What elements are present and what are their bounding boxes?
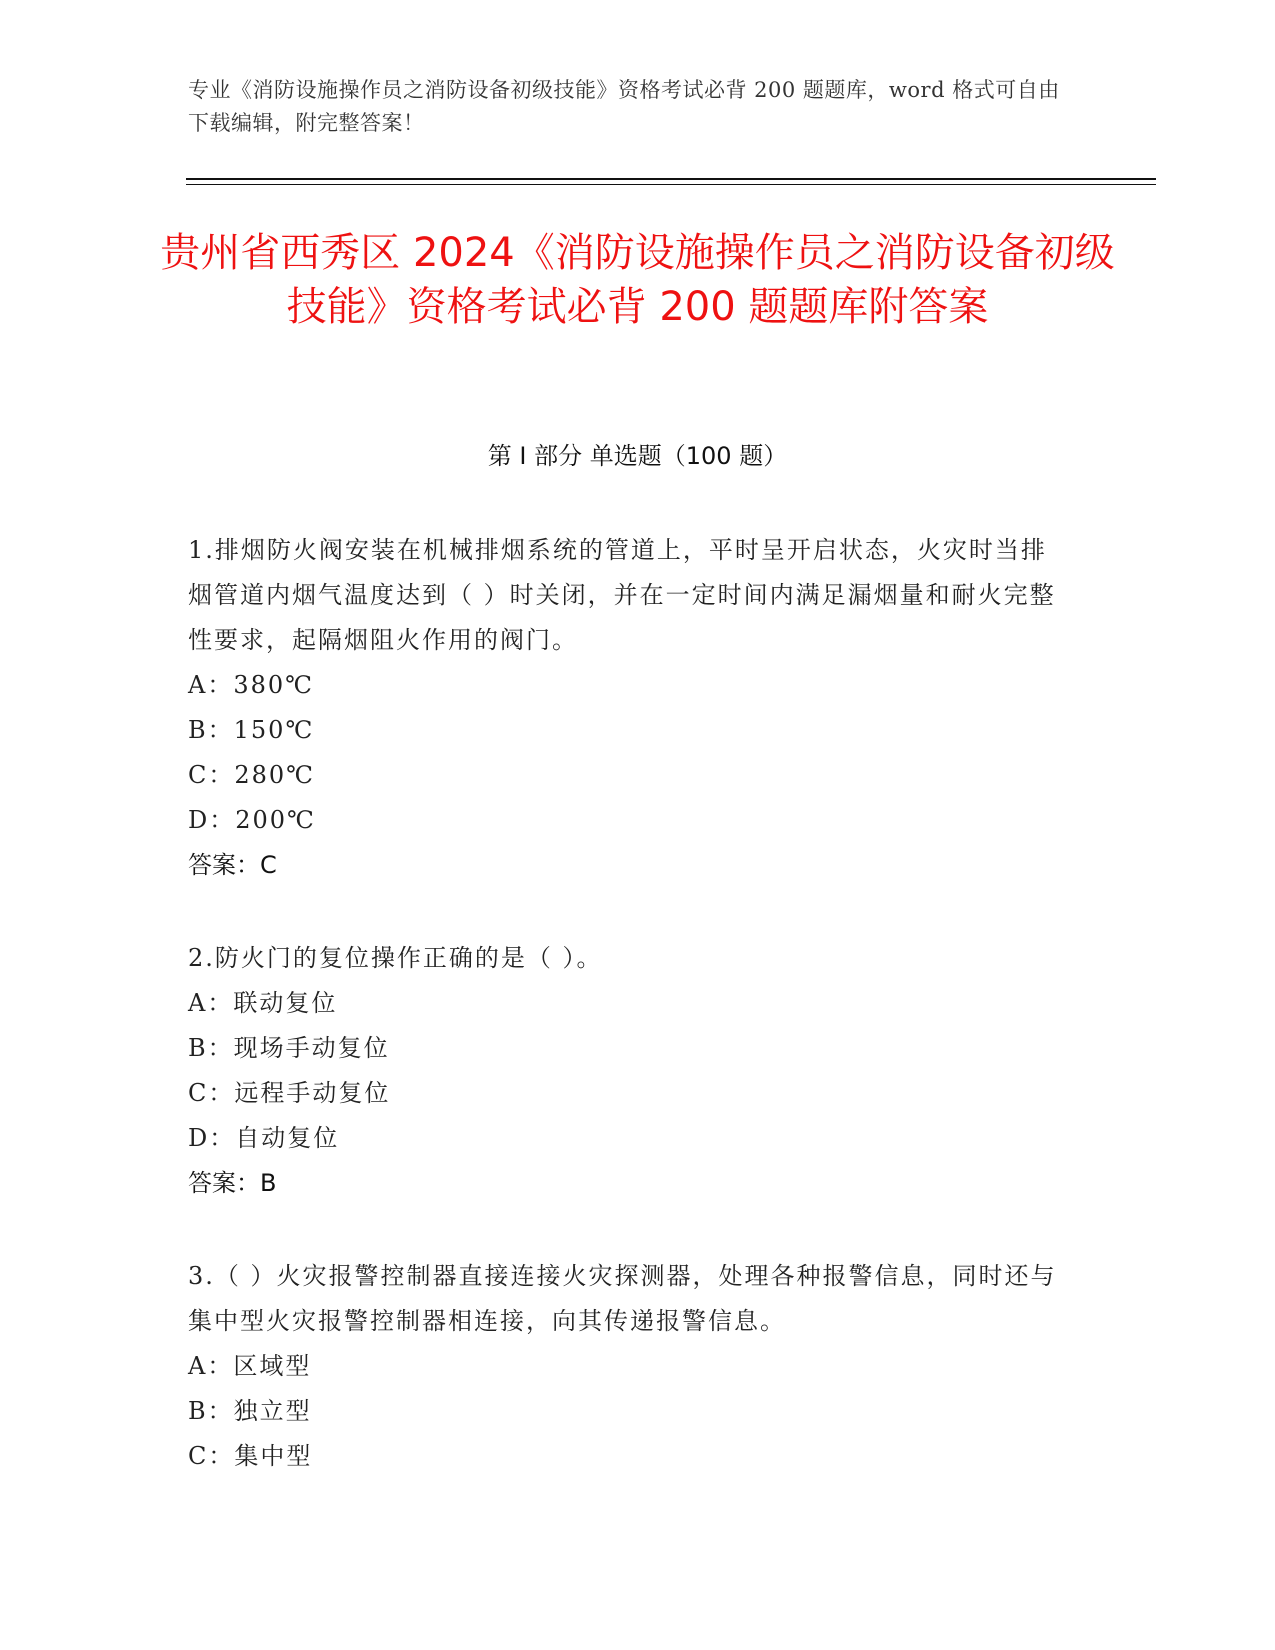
header-divider-thin: [186, 184, 1156, 185]
option-c: C：远程手动复位: [188, 1079, 391, 1107]
option-d: D：200℃: [188, 806, 316, 834]
answer-line: 答案：B: [188, 1169, 277, 1197]
question-stem: 2.防火门的复位操作正确的是（ ）。: [188, 944, 603, 972]
option-a: A：380℃: [188, 671, 314, 699]
option-b: B：现场手动复位: [188, 1034, 390, 1062]
option-a: A：联动复位: [188, 989, 338, 1017]
option-a: A：区域型: [188, 1352, 312, 1380]
option-b: B：150℃: [188, 716, 315, 744]
header-divider-thick: [186, 178, 1156, 180]
option-c: C：集中型: [188, 1442, 313, 1470]
header-note: 专业《消防设施操作员之消防设备初级技能》资格考试必背 200 题题库，word 格式可自由下载编辑，附完整答案！: [188, 78, 1060, 135]
question-1: [188, 528, 1068, 888]
question-stem: 1.排烟防火阀安装在机械排烟系统的管道上，平时呈开启状态，火灾时当排烟管道内烟气温度达到（ ）时关闭，并在一定时间内满足漏烟量和耐火完整性要求，起隔烟阻火作用的阀门。: [188, 536, 1056, 654]
option-b: B：独立型: [188, 1397, 312, 1425]
option-c: C：280℃: [188, 761, 316, 789]
question-3: [188, 1254, 1068, 1479]
document-title: 贵州省西秀区 2024《消防设施操作员之消防设备初级技能》资格考试必背 200 题题库附答案: [160, 230, 1115, 330]
section-heading: 第 I 部分 单选题（100 题）: [487, 442, 788, 470]
answer-line: 答案：C: [188, 851, 277, 879]
question-list: [188, 528, 1068, 1527]
question-stem: 3.（ ）火灾报警控制器直接连接火灾探测器，处理各种报警信息，同时还与集中型火灾报警控制器相连接，向其传递报警信息。: [188, 1262, 1057, 1335]
option-d: D：自动复位: [188, 1124, 340, 1152]
question-2: [188, 936, 1068, 1206]
